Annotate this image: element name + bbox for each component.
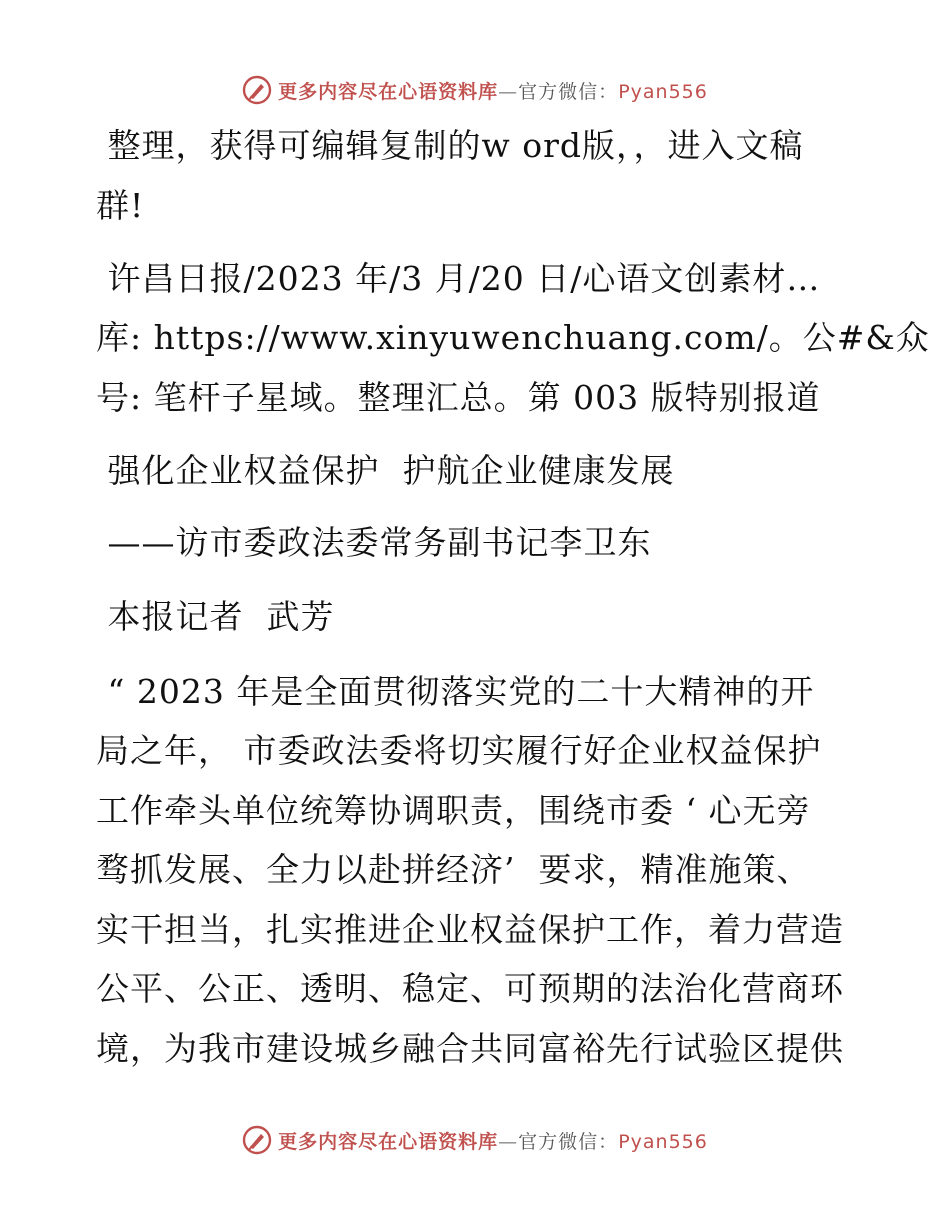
text-line: 群! xyxy=(96,186,145,225)
text-line: 骛抓发展、全力以赴拼经济’ 要求，精准施策、 xyxy=(96,850,811,889)
text-line: 许昌日报/2023 年/3 月/20 日/心语文创素材… xyxy=(96,259,821,298)
text-line: 库: https://www.xinyuwenchuang.com/。公#&众 xyxy=(96,318,930,357)
article-subheadline: ——访市委政法委常务副书记李卫东 xyxy=(96,523,652,562)
watermark-dash: — xyxy=(498,80,519,103)
watermark-wechat-id: Pyan556 xyxy=(618,1130,708,1153)
watermark-text xyxy=(278,77,708,104)
text-line: 号: 笔杆子星域。整理汇总。第 003 版特别报道 xyxy=(96,378,821,417)
watermark-dash: — xyxy=(498,1130,519,1153)
text-line: 实干担当，扎实推进企业权益保护工作，着力营造 xyxy=(96,910,844,949)
watermark-wechat-id: Pyan556 xyxy=(618,80,708,103)
watermark-lead-text: 更多内容尽在心语资料库 xyxy=(278,80,499,103)
quill-pen-circle-icon xyxy=(242,1125,272,1155)
watermark-wechat-label: 官方微信： xyxy=(518,1130,619,1153)
article-headline: 强化企业权益保护 护航企业健康发展 xyxy=(96,451,675,490)
article-byline: 本报记者 武芳 xyxy=(96,597,335,636)
text-line: 局之年， 市委政法委将切实履行好企业权益保护 xyxy=(96,731,822,770)
footer-watermark xyxy=(0,1120,950,1160)
header-watermark xyxy=(0,70,950,110)
watermark-text xyxy=(278,1127,708,1154)
watermark-lead-text: 更多内容尽在心语资料库 xyxy=(278,1130,499,1153)
text-line: 整理，获得可编辑复制的w ord版，，进入文稿 xyxy=(96,126,804,165)
watermark-wechat-label: 官方微信： xyxy=(518,80,619,103)
text-line: 公平、公正、透明、稳定、可预期的法治化营商环 xyxy=(96,969,844,1008)
quill-pen-circle-icon xyxy=(242,75,272,105)
text-line: “ 2023 年是全面贯彻落实党的二十大精神的开 xyxy=(96,672,815,711)
text-line: 境，为我市建设城乡融合共同富裕先行试验区提供 xyxy=(96,1029,844,1068)
text-line: 工作牵头单位统筹协调职责，围绕市委 ‘ 心无旁 xyxy=(96,791,811,830)
